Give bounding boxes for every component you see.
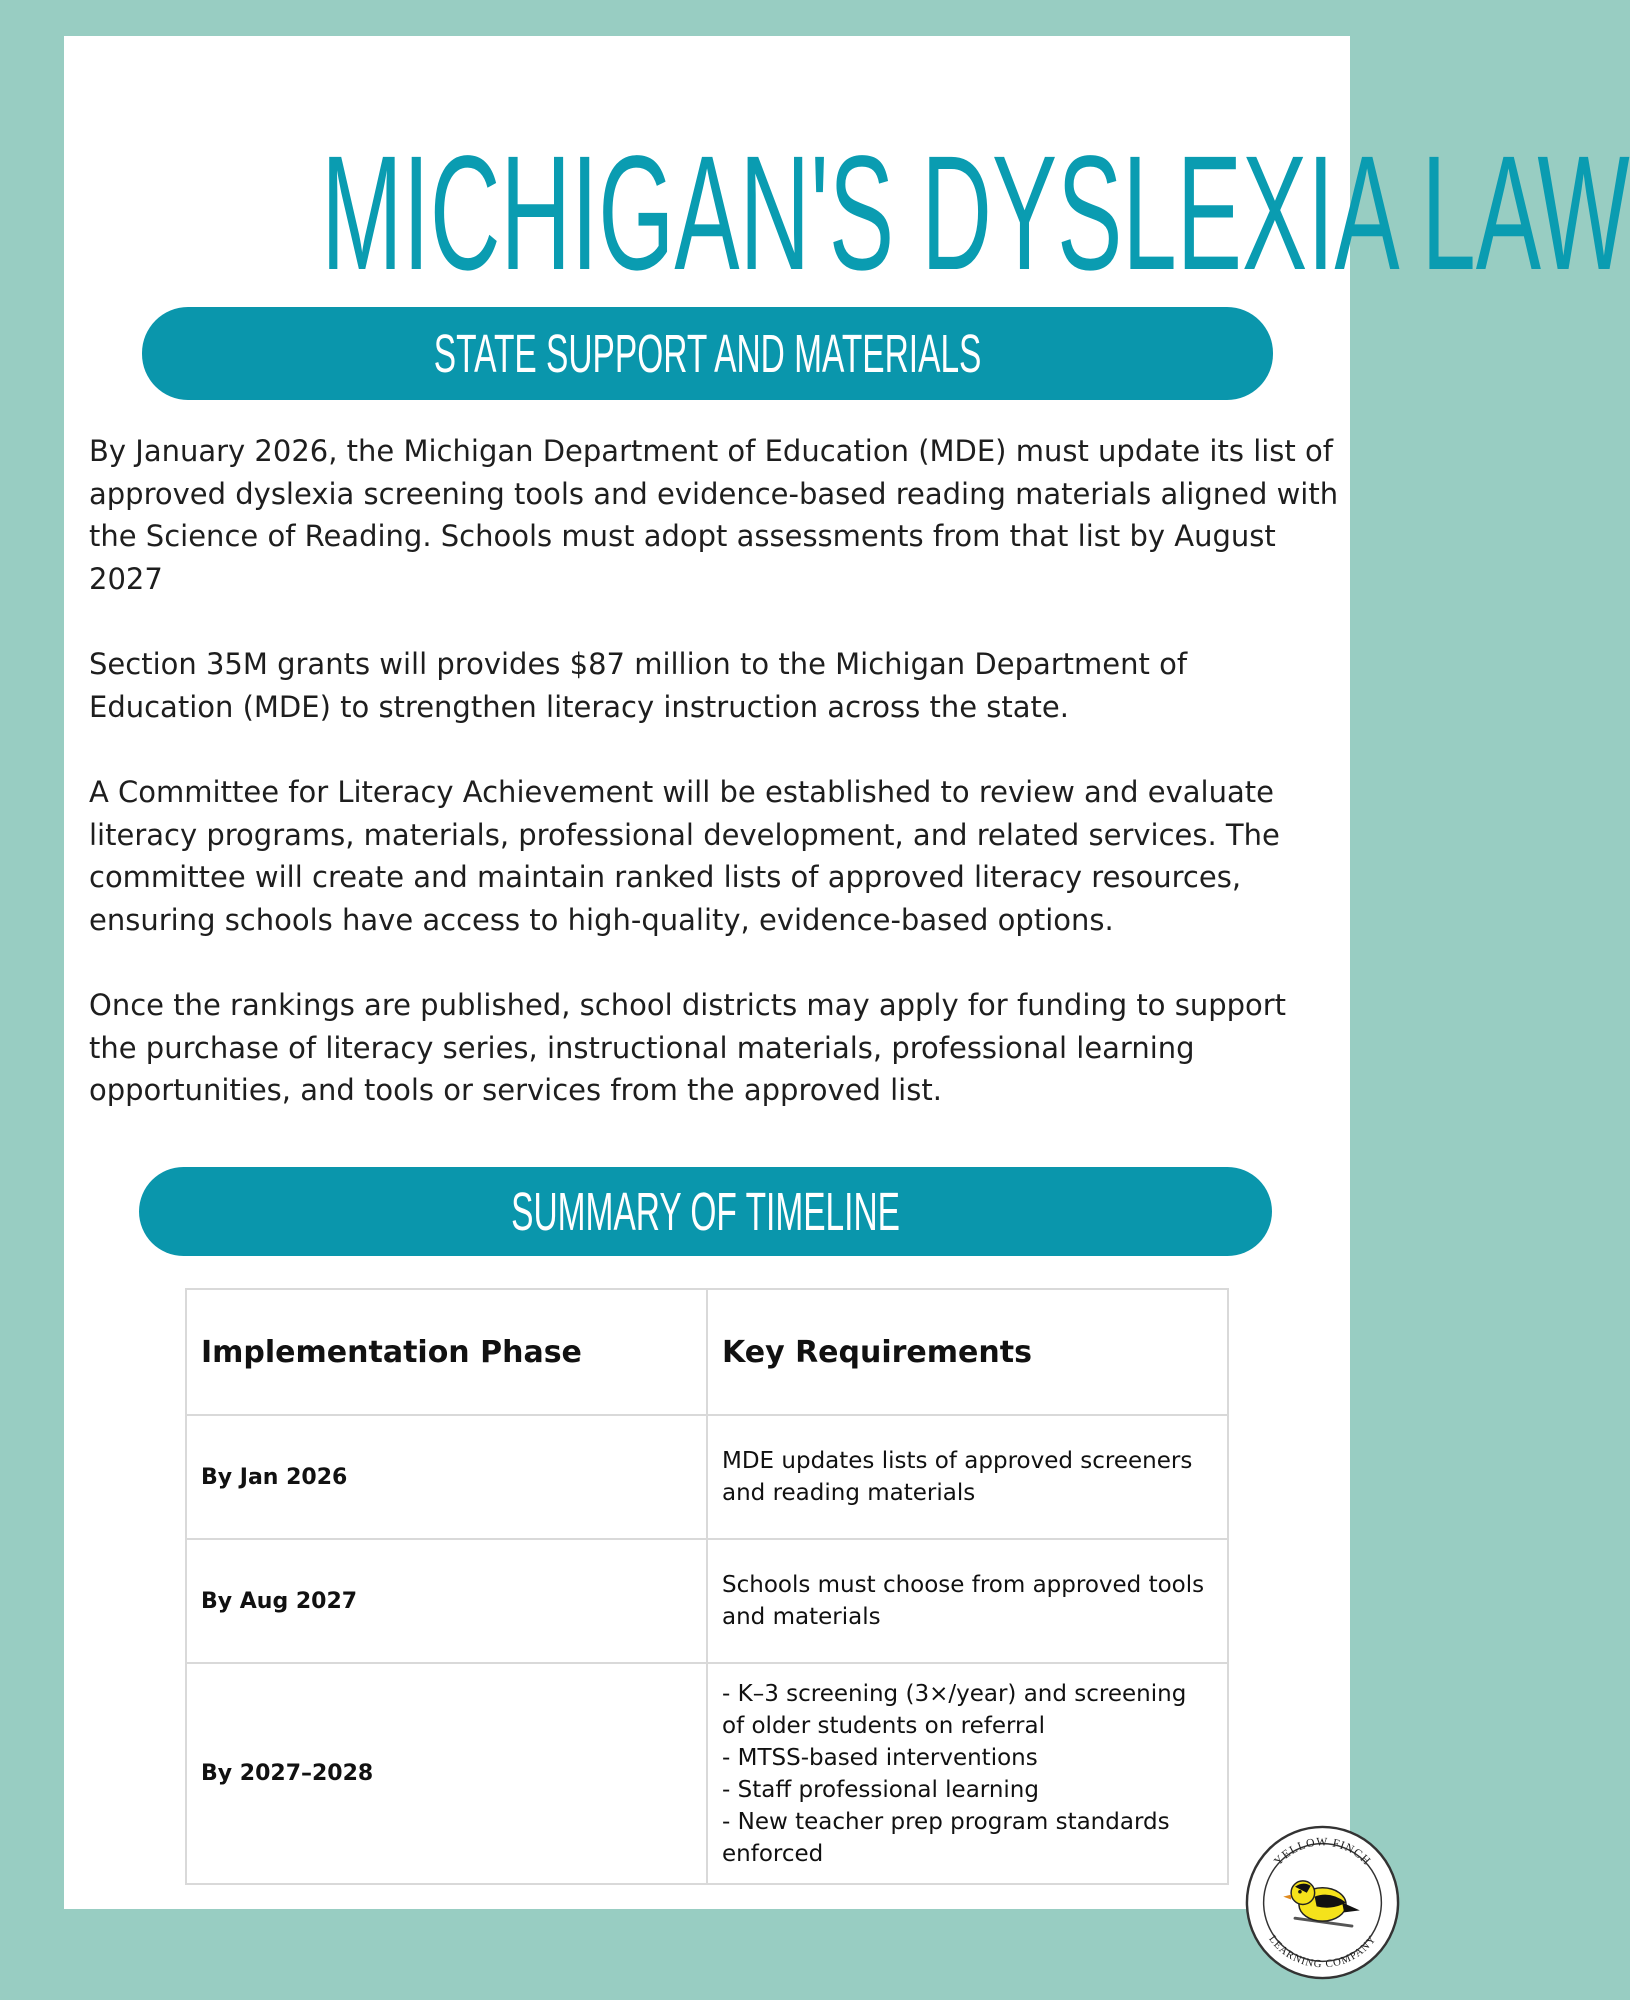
- table-row: [186, 1415, 1228, 1539]
- paragraph: A Committee for Literacy Achievement will be established to review and evaluate literacy programs, materials, professional development, and related services. The committee will create and maintain ranked lists of approved literacy resources, ensuring schools have access to high-quality, evidence-based options.: [89, 775, 1280, 937]
- logo-bottom-textpath: LEARNING COMPANY: [1266, 1933, 1379, 1971]
- requirements-cell: MDE updates lists of approved screeners and reading materials: [707, 1415, 1228, 1539]
- phase-cell: By Aug 2027: [186, 1539, 707, 1663]
- document-page: [64, 36, 1630, 1909]
- section-heading-label: SUMMARY OF TIMELINE: [511, 1181, 900, 1242]
- table-header-row: [186, 1289, 1228, 1415]
- yellow-finch-logo: [1244, 1824, 1401, 1981]
- table-row: [186, 1539, 1228, 1663]
- timeline-table: [185, 1288, 1229, 1885]
- paragraph: Section 35M grants will provides $87 million to the Michigan Department of Education (MDE) to strengthen literacy instruction across the state.: [89, 647, 1188, 724]
- section-heading-state-support: [142, 307, 1273, 400]
- paragraph: By January 2026, the Michigan Department of Education (MDE) must update its list of approved dyslexia screening tools and evidence-based reading materials aligned with the Science of Reading. Schools must adopt assessments from that list by August 2027: [89, 434, 1339, 596]
- page-title: MICHIGAN'S DYSLEXIA LAW: [321, 121, 1630, 304]
- section-heading-label: STATE SUPPORT AND MATERIALS: [433, 323, 982, 384]
- requirements-cell: - K–3 screening (3×/year) and screening of older students on referral - MTSS-based interventions - Staff professional learning - New teacher prep program standards enforced: [707, 1663, 1228, 1884]
- phase-cell: By 2027–2028: [186, 1663, 707, 1884]
- phase-cell: By Jan 2026: [186, 1415, 707, 1539]
- column-header-phase: Implementation Phase: [186, 1289, 707, 1415]
- requirements-cell: Schools must choose from approved tools and materials: [707, 1539, 1228, 1663]
- paragraph: Once the rankings are published, school districts may apply for funding to support the purchase of literacy series, instructional materials, professional learning opportunities, and tools or services from the approved list.: [89, 988, 1287, 1107]
- section-heading-timeline: [139, 1167, 1272, 1256]
- table-row: [186, 1663, 1228, 1884]
- logo-top-textpath: YELLOW FINCH: [1271, 1835, 1374, 1869]
- column-header-requirements: Key Requirements: [707, 1289, 1228, 1415]
- body-text: [89, 430, 1339, 1155]
